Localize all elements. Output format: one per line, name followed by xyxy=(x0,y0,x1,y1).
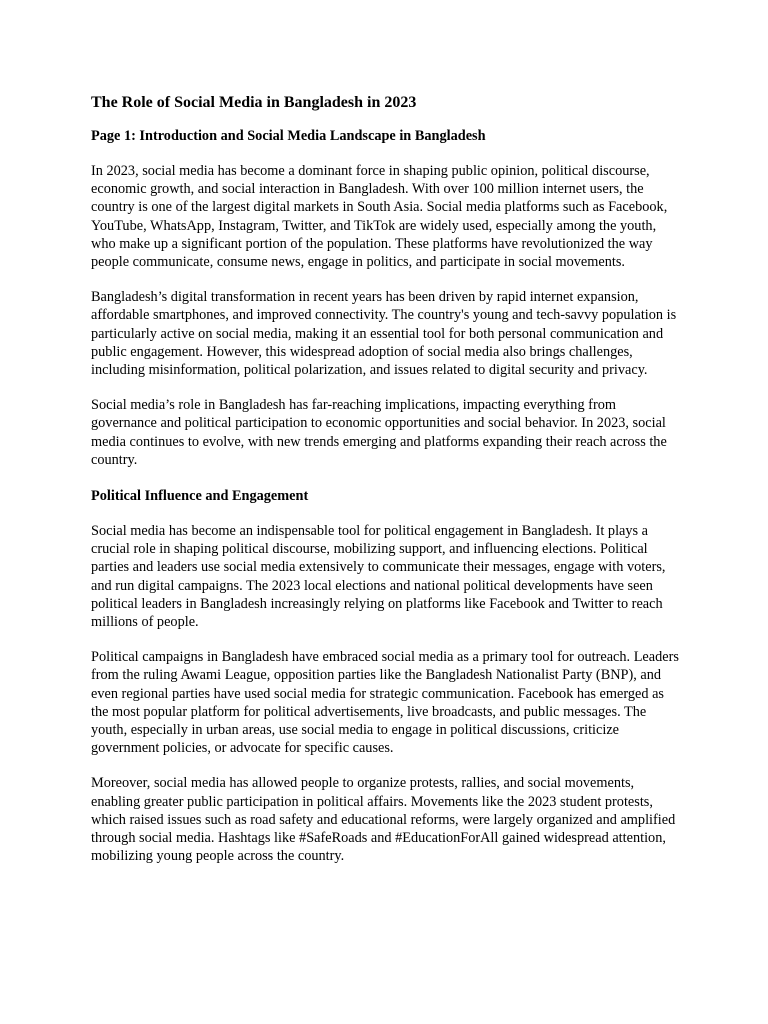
paragraph: Moreover, social media has allowed people to organize protests, rallies, and social movements, enabling greater public participation in political affairs. Movements like the 2023 student protests, which raised issues such as road safety and educational reforms, were largely organized and amplified through social media. Hashtags like #SafeRoads and #EducationForAll gained widespread attention, mobilizing young people across the country. xyxy=(91,775,676,865)
paragraph: Political campaigns in Bangladesh have embraced social media as a primary tool for outreach. Leaders from the ruling Awami League, opposition parties like the Bangladesh Nationalist Party (BNP), and even regional parties have used social media for strategic communication. Facebook has emerged as the most popular platform for political advertisements, live broadcasts, and public messages. The youth, especially in urban areas, use social media to engage in political discussions, criticize government policies, or advocate for specific causes. xyxy=(91,649,679,757)
document-page xyxy=(91,92,681,883)
document-title: The Role of Social Media in Bangladesh in 2023 xyxy=(91,94,417,111)
paragraph: In 2023, social media has become a dominant force in shaping public opinion, political discourse, economic growth, and social interaction in Bangladesh. With over 100 million internet users, the country is one of the largest digital markets in South Asia. Social media platforms such as Facebook, YouTube, WhatsApp, Instagram, Twitter, and TikTok are widely used, especially among the youth, who make up a significant portion of the population. These platforms have revolutionized the way people communicate, consume news, engage in politics, and participate in social movements. xyxy=(91,163,668,271)
section-heading: Political Influence and Engagement xyxy=(91,488,309,505)
section-heading: Page 1: Introduction and Social Media Landscape in Bangladesh xyxy=(91,128,486,144)
paragraph: Bangladesh’s digital transformation in recent years has been driven by rapid internet expansion, affordable smartphones, and improved connectivity. The country's young and tech-savvy population is particularly active on social media, making it an essential tool for both personal communication and public engagement. However, this widespread adoption of social media also brings challenges, including misinformation, political polarization, and issues related to digital security and privacy. xyxy=(91,289,677,379)
section-political-influence xyxy=(91,486,681,865)
paragraph: Social media’s role in Bangladesh has far-reaching implications, impacting everything from governance and political participation to economic opportunities and social behavior. In 2023, social media continues to evolve, with new trends emerging and platforms expanding their reach across the country. xyxy=(91,397,667,468)
section-introduction xyxy=(91,126,681,469)
paragraph: Social media has become an indispensable tool for political engagement in Bangladesh. It plays a crucial role in shaping political discourse, mobilizing support, and influencing elections. Political parties and leaders use social media extensively to communicate their messages, engage with voters, and run digital campaigns. The 2023 local elections and national political developments have seen political leaders in Bangladesh increasingly relying on platforms like Facebook and Twitter to reach millions of people. xyxy=(91,523,666,631)
